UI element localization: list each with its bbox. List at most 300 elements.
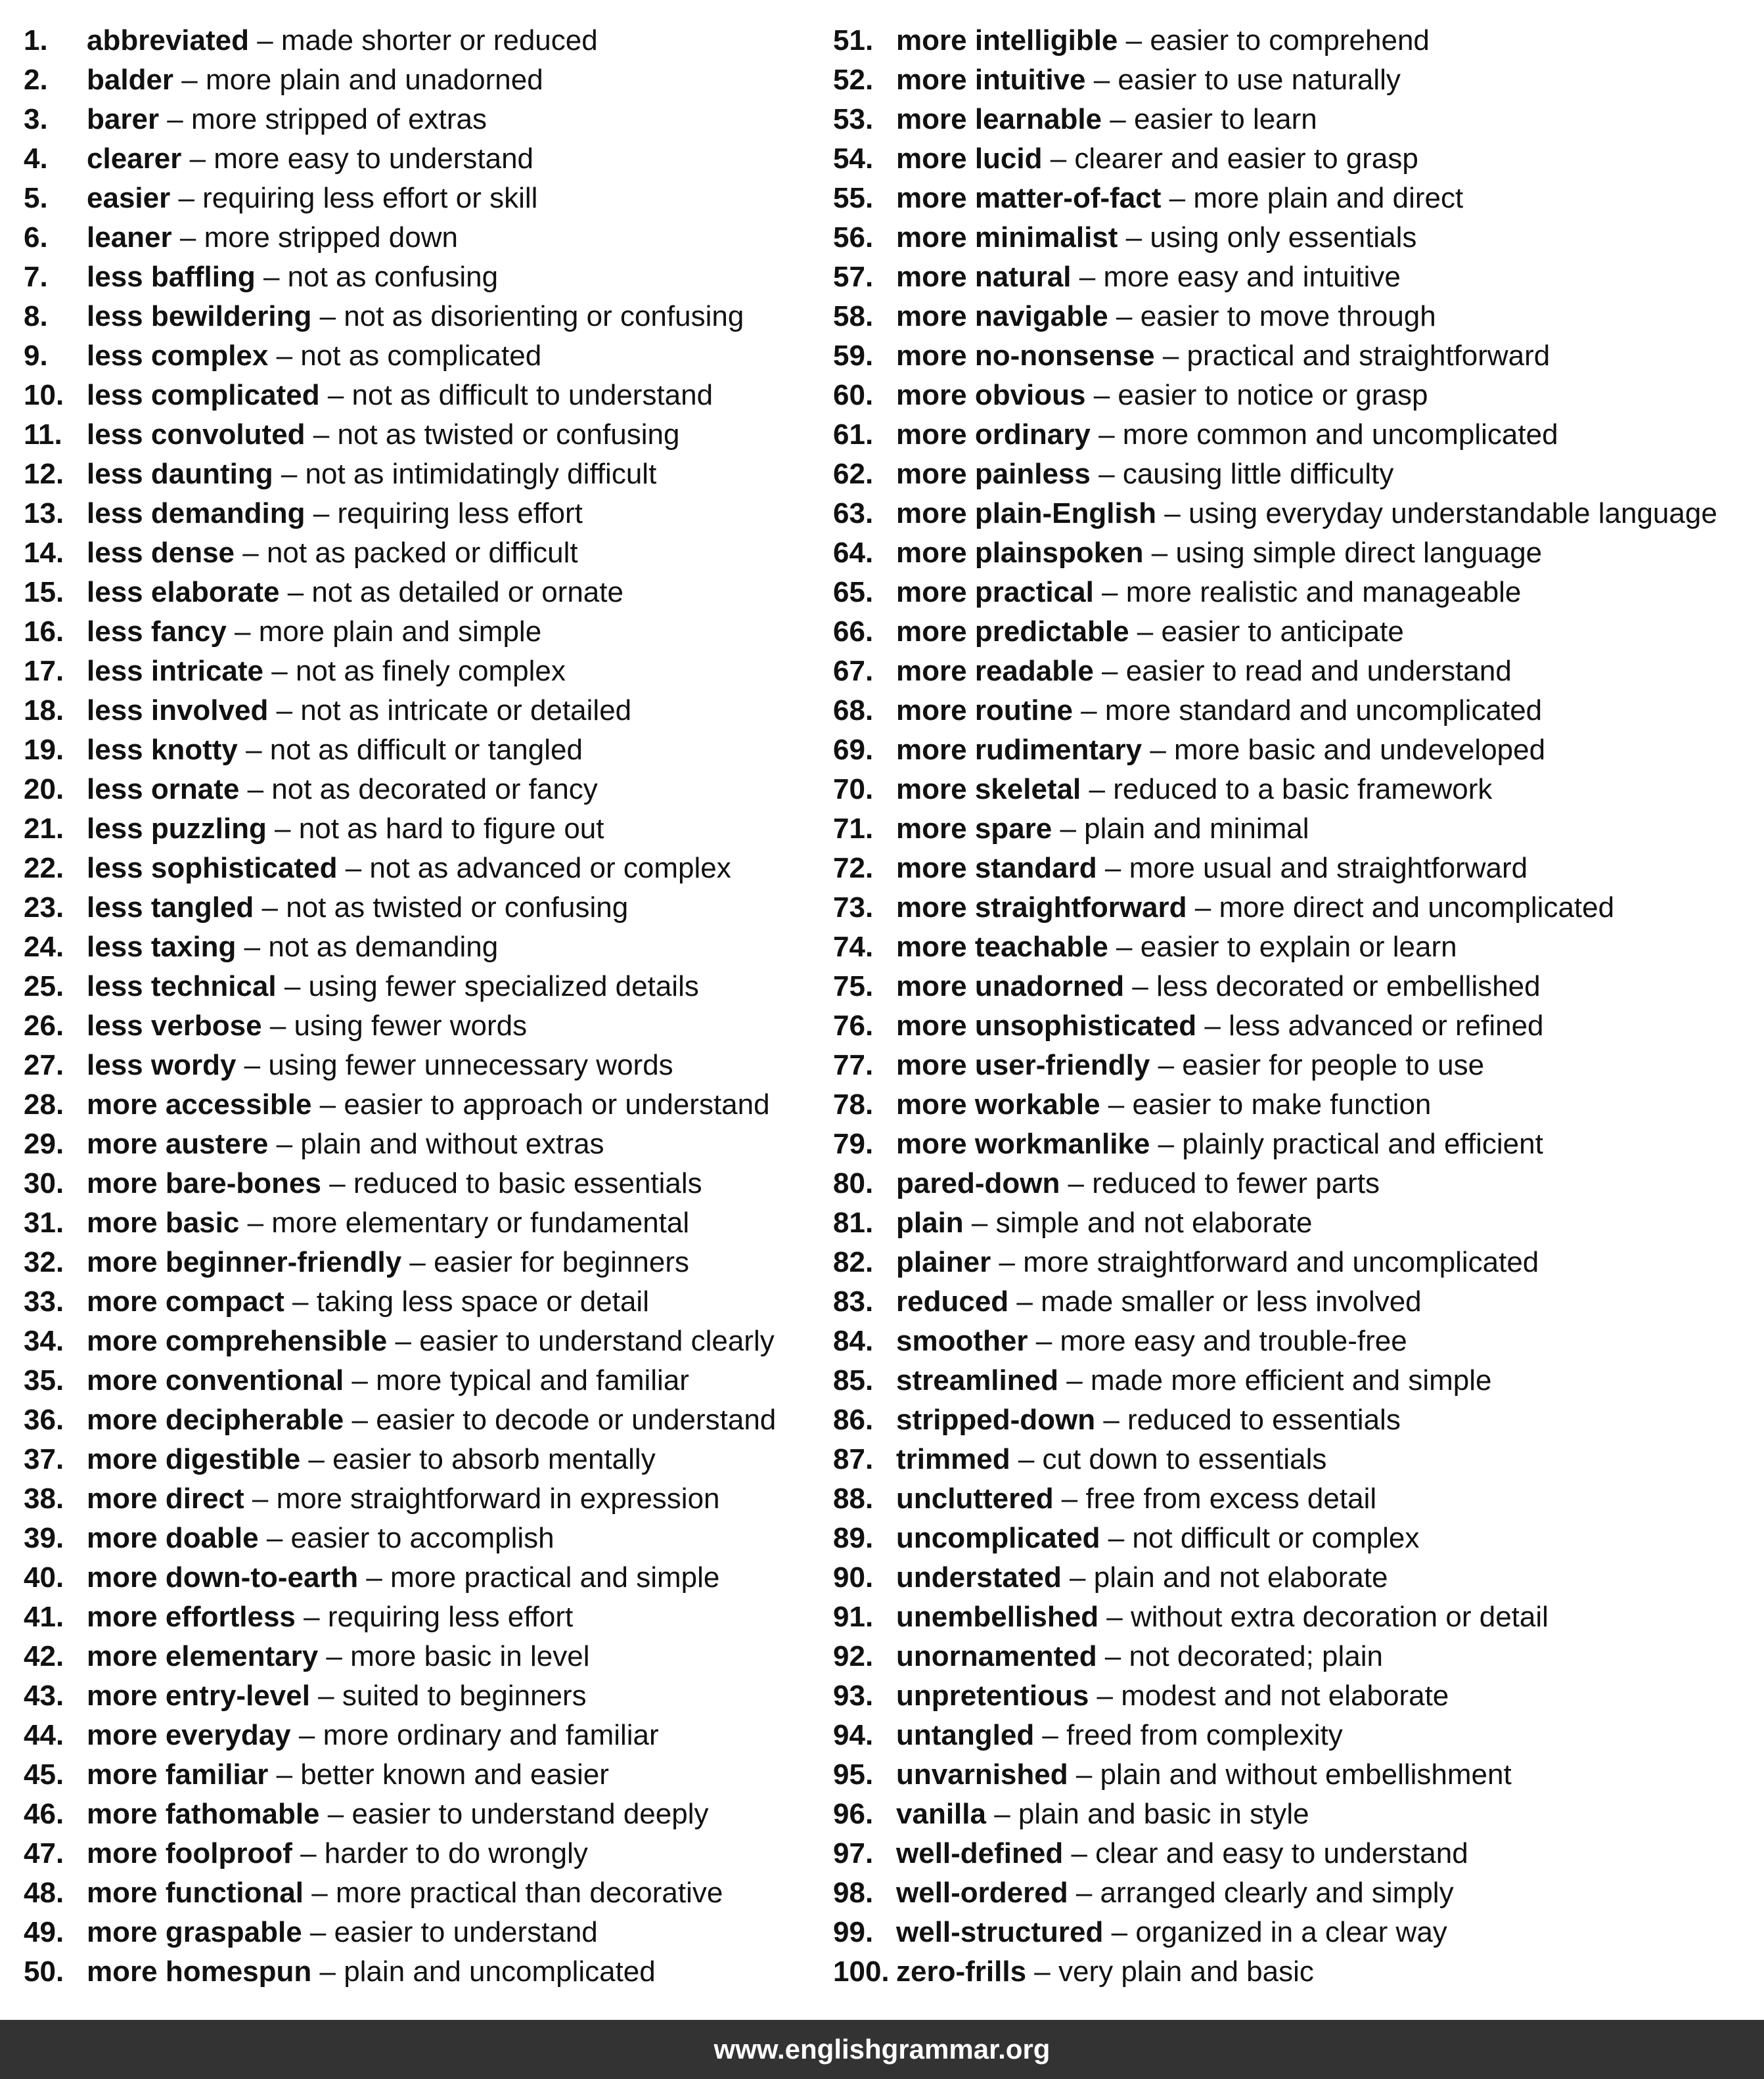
item-number: 10.	[24, 379, 64, 411]
item-text	[896, 1361, 1492, 1400]
item-definition: easier to read and understand	[1125, 655, 1512, 687]
item-text	[87, 1125, 604, 1164]
item-separator: –	[1102, 103, 1134, 135]
item-separator: –	[311, 1956, 344, 1988]
item-text	[87, 928, 498, 967]
item-number: 87.	[833, 1443, 874, 1475]
item-definition: freed from complexity	[1066, 1719, 1343, 1751]
item-text	[87, 652, 566, 691]
item-term: smoother	[896, 1325, 1028, 1357]
item-separator: –	[1156, 497, 1188, 529]
item-number: 65.	[833, 576, 874, 608]
item-number: 67.	[833, 655, 874, 687]
item-text	[87, 1203, 689, 1243]
list-item	[24, 297, 805, 336]
item-term: more plainspoken	[896, 537, 1144, 569]
item-separator: –	[344, 1364, 376, 1397]
item-definition: requiring less effort	[337, 497, 583, 529]
item-separator: –	[358, 1561, 391, 1594]
item-term: more conventional	[87, 1364, 344, 1397]
item-term: less elaborate	[87, 576, 280, 608]
list-item	[833, 257, 1761, 297]
list-item	[24, 1322, 805, 1361]
item-definition: causing little difficulty	[1122, 458, 1394, 490]
list-item	[833, 297, 1761, 336]
item-number: 38.	[24, 1483, 64, 1515]
item-term: more austere	[87, 1128, 269, 1160]
item-text	[896, 100, 1317, 139]
item-definition: cut down to essentials	[1042, 1443, 1327, 1475]
item-separator: –	[1129, 615, 1162, 648]
item-text	[896, 455, 1393, 494]
item-separator: –	[1098, 1601, 1131, 1633]
item-separator: –	[276, 970, 309, 1002]
item-term: less dense	[87, 537, 235, 569]
item-separator: –	[1103, 1916, 1136, 1948]
item-separator: –	[1010, 1443, 1043, 1475]
item-text	[87, 1834, 588, 1873]
list-item	[24, 1913, 805, 1952]
item-term: more compact	[87, 1285, 284, 1318]
item-term: more rudimentary	[896, 734, 1142, 766]
item-definition: requiring less effort	[327, 1601, 574, 1633]
item-text	[87, 730, 583, 770]
list-item	[833, 1085, 1761, 1125]
list-item	[24, 1006, 805, 1046]
item-term: more comprehensible	[87, 1325, 388, 1357]
item-text	[896, 1834, 1468, 1873]
item-separator: –	[1108, 931, 1141, 963]
item-number: 48.	[24, 1877, 64, 1909]
list-item	[24, 1873, 805, 1913]
list-item	[24, 179, 805, 218]
item-term: more obvious	[896, 379, 1086, 411]
item-separator: –	[1089, 1680, 1121, 1712]
item-definition: more plain and unadorned	[205, 64, 543, 96]
item-separator: –	[244, 1483, 277, 1515]
item-definition: easier to understand clearly	[419, 1325, 775, 1357]
item-definition: more common and uncomplicated	[1122, 418, 1558, 451]
item-separator: –	[305, 418, 338, 451]
item-separator: –	[268, 340, 301, 372]
item-text	[87, 1361, 689, 1400]
list-item	[833, 1243, 1761, 1282]
item-number: 5.	[24, 182, 48, 214]
item-number: 94.	[833, 1719, 874, 1751]
item-separator: –	[1068, 1877, 1100, 1909]
list-item	[833, 218, 1761, 257]
item-number: 34.	[24, 1325, 64, 1357]
item-term: more everyday	[87, 1719, 291, 1751]
list-item	[24, 967, 805, 1006]
item-definition: easier for beginners	[434, 1246, 689, 1278]
item-term: more routine	[896, 694, 1073, 727]
item-number: 80.	[833, 1167, 874, 1199]
item-term: more minimalist	[896, 221, 1118, 254]
list-item	[24, 1125, 805, 1164]
item-definition: less advanced or refined	[1229, 1010, 1544, 1042]
item-separator: –	[963, 1207, 996, 1239]
item-separator: –	[1124, 970, 1157, 1002]
item-number: 62.	[833, 458, 874, 490]
list-item	[833, 1203, 1761, 1243]
item-term: plainer	[896, 1246, 991, 1278]
item-separator: –	[304, 1877, 336, 1909]
item-separator: –	[1034, 1719, 1067, 1751]
item-text	[87, 1440, 656, 1479]
item-term: more navigable	[896, 300, 1108, 332]
list-item	[833, 1519, 1761, 1558]
item-text	[896, 1676, 1449, 1716]
item-definition: more straightforward and uncomplicated	[1023, 1246, 1539, 1278]
item-term: more elementary	[87, 1640, 319, 1672]
item-definition: easier to understand deeply	[351, 1798, 709, 1830]
item-number: 78.	[833, 1088, 874, 1121]
item-separator: –	[1118, 24, 1150, 56]
item-term: unembellished	[896, 1601, 1099, 1633]
list-item	[24, 1203, 805, 1243]
item-definition: easier to move through	[1140, 300, 1436, 332]
item-term: more intuitive	[896, 64, 1086, 96]
item-definition: made shorter or reduced	[281, 24, 598, 56]
list-item	[833, 1952, 1761, 1992]
list-item	[24, 691, 805, 730]
item-separator: –	[181, 143, 214, 175]
item-term: less involved	[87, 694, 269, 727]
item-number: 49.	[24, 1916, 64, 1948]
item-text	[896, 1755, 1512, 1795]
list-item	[833, 1873, 1761, 1913]
item-text	[896, 1952, 1314, 1992]
item-number: 30.	[24, 1167, 64, 1199]
list-item	[24, 849, 805, 888]
item-number: 32.	[24, 1246, 64, 1278]
item-definition: not as packed or difficult	[266, 537, 578, 569]
item-separator: –	[1008, 1285, 1041, 1318]
item-separator: –	[1100, 1088, 1133, 1121]
item-separator: –	[387, 1325, 420, 1357]
item-definition: not as intricate or detailed	[300, 694, 632, 727]
item-term: pared-down	[896, 1167, 1060, 1199]
item-text	[896, 1400, 1401, 1440]
item-number: 39.	[24, 1522, 64, 1554]
list-item	[24, 1440, 805, 1479]
item-definition: easier to explain or learn	[1140, 931, 1457, 963]
item-separator: –	[273, 458, 305, 490]
list-item	[833, 1361, 1761, 1400]
item-definition: more basic and undeveloped	[1174, 734, 1546, 766]
item-text	[896, 1440, 1326, 1479]
item-term: less daunting	[87, 458, 273, 490]
item-definition: using simple direct language	[1175, 537, 1543, 569]
item-term: less ornate	[87, 773, 240, 805]
list-item	[24, 1558, 805, 1598]
list-item	[833, 1400, 1761, 1440]
item-separator: –	[173, 64, 206, 96]
item-separator: –	[1187, 891, 1219, 924]
item-term: more learnable	[896, 103, 1102, 135]
item-text	[87, 1046, 673, 1085]
item-term: less wordy	[87, 1049, 237, 1081]
item-term: more user-friendly	[896, 1049, 1150, 1081]
list-item	[24, 376, 805, 415]
item-number: 73.	[833, 891, 874, 924]
item-text	[87, 336, 541, 376]
item-separator: –	[1143, 537, 1176, 569]
item-number: 90.	[833, 1561, 874, 1594]
item-number: 95.	[833, 1758, 874, 1791]
item-definition: plain and without embellishment	[1100, 1758, 1512, 1791]
list-item	[24, 336, 805, 376]
list-item	[833, 1558, 1761, 1598]
item-definition: easier to absorb mentally	[332, 1443, 656, 1475]
item-definition: not as twisted or confusing	[286, 891, 629, 924]
item-text	[87, 1519, 554, 1558]
item-number: 70.	[833, 773, 874, 805]
left-column	[24, 21, 805, 1992]
item-number: 60.	[833, 379, 874, 411]
item-separator: –	[991, 1246, 1024, 1278]
item-definition: clearer and easier to grasp	[1074, 143, 1418, 175]
item-term: trimmed	[896, 1443, 1010, 1475]
item-definition: clear and easy to understand	[1095, 1837, 1468, 1869]
item-definition: more easy and intuitive	[1103, 261, 1401, 293]
item-separator: –	[1196, 1010, 1229, 1042]
item-term: more workmanlike	[896, 1128, 1150, 1160]
item-number: 75.	[833, 970, 874, 1002]
list-item	[24, 1243, 805, 1282]
item-separator: –	[1081, 773, 1114, 805]
item-number: 51.	[833, 24, 874, 56]
item-definition: easier to accomplish	[290, 1522, 554, 1554]
item-definition: not as complicated	[300, 340, 542, 372]
item-term: well-ordered	[896, 1877, 1068, 1909]
item-text	[896, 1795, 1309, 1834]
item-definition: plain and uncomplicated	[344, 1956, 656, 1988]
item-definition: better known and easier	[300, 1758, 609, 1791]
item-definition: practical and straightforward	[1187, 340, 1550, 372]
item-definition: more plain and direct	[1193, 182, 1464, 214]
item-term: more familiar	[87, 1758, 269, 1791]
item-text	[896, 1558, 1388, 1598]
item-number: 66.	[833, 615, 874, 648]
item-definition: very plain and basic	[1058, 1956, 1314, 1988]
item-definition: easier to approach or understand	[344, 1088, 770, 1121]
item-text	[87, 1243, 689, 1282]
item-text	[87, 1716, 659, 1755]
list-item	[833, 612, 1761, 652]
item-separator: –	[1072, 694, 1105, 727]
item-separator: –	[1093, 655, 1126, 687]
item-definition: not as difficult to understand	[351, 379, 713, 411]
item-text	[87, 1006, 527, 1046]
item-number: 22.	[24, 852, 64, 884]
list-item	[24, 1716, 805, 1755]
item-definition: plain and minimal	[1084, 813, 1309, 845]
item-definition: taking less space or detail	[316, 1285, 649, 1318]
list-item	[833, 967, 1761, 1006]
item-text	[896, 336, 1550, 376]
item-term: more teachable	[896, 931, 1108, 963]
item-separator: –	[1090, 458, 1123, 490]
item-text	[87, 691, 631, 730]
item-term: less complicated	[87, 379, 320, 411]
item-number: 11.	[24, 418, 62, 451]
item-text	[87, 218, 458, 257]
item-term: more natural	[896, 261, 1072, 293]
item-text	[896, 888, 1614, 928]
item-number: 28.	[24, 1088, 64, 1121]
item-text	[87, 967, 699, 1006]
list-item	[833, 888, 1761, 928]
item-number: 9.	[24, 340, 48, 372]
item-term: reduced	[896, 1285, 1009, 1318]
item-number: 46.	[24, 1798, 64, 1830]
item-term: less knotty	[87, 734, 238, 766]
item-number: 82.	[833, 1246, 874, 1278]
item-separator: –	[1097, 1640, 1129, 1672]
item-text	[87, 376, 713, 415]
item-definition: more usual and straightforward	[1129, 852, 1528, 884]
item-definition: not as disorienting or confusing	[344, 300, 744, 332]
item-text	[87, 494, 583, 533]
item-term: less demanding	[87, 497, 305, 529]
item-text	[87, 1795, 708, 1834]
item-separator: –	[279, 576, 312, 608]
list-item	[833, 60, 1761, 100]
item-separator: –	[1085, 379, 1118, 411]
item-definition: organized in a clear way	[1135, 1916, 1447, 1948]
item-definition: more typical and familiar	[376, 1364, 689, 1397]
item-number: 86.	[833, 1404, 874, 1436]
item-term: more unadorned	[896, 970, 1125, 1002]
item-text	[896, 179, 1463, 218]
item-separator: –	[248, 24, 281, 56]
item-definition: more basic in level	[350, 1640, 590, 1672]
item-definition: using fewer words	[294, 1010, 528, 1042]
item-number: 57.	[833, 261, 874, 293]
item-number: 43.	[24, 1680, 64, 1712]
item-number: 97.	[833, 1837, 874, 1869]
item-text	[87, 60, 543, 100]
item-definition: more practical than decorative	[335, 1877, 723, 1909]
item-separator: –	[1095, 1404, 1128, 1436]
list-item	[833, 179, 1761, 218]
item-term: easier	[87, 182, 171, 214]
item-text	[87, 1676, 587, 1716]
item-separator: –	[1150, 1128, 1183, 1160]
item-text	[896, 60, 1401, 100]
item-term: more no-nonsense	[896, 340, 1155, 372]
item-number: 20.	[24, 773, 64, 805]
item-definition: more direct and uncomplicated	[1219, 891, 1615, 924]
item-number: 8.	[24, 300, 48, 332]
item-text	[896, 730, 1545, 770]
item-definition: not as hard to figure out	[298, 813, 604, 845]
item-text	[87, 1637, 589, 1676]
item-number: 99.	[833, 1916, 874, 1948]
item-separator: –	[235, 537, 267, 569]
item-number: 100.	[833, 1956, 890, 1988]
item-number: 71.	[833, 813, 874, 845]
list-item	[833, 376, 1761, 415]
item-number: 44.	[24, 1719, 64, 1751]
item-term: unpretentious	[896, 1680, 1089, 1712]
item-definition: not as detailed or ornate	[311, 576, 623, 608]
item-term: more matter-of-fact	[896, 182, 1162, 214]
item-text	[87, 179, 537, 218]
list-item	[24, 573, 805, 612]
item-separator: –	[255, 261, 288, 293]
item-number: 53.	[833, 103, 874, 135]
item-term: more fathomable	[87, 1798, 320, 1830]
item-number: 69.	[833, 734, 874, 766]
item-term: well-defined	[896, 1837, 1064, 1869]
item-definition: more ordinary and familiar	[323, 1719, 659, 1751]
item-text	[87, 257, 498, 297]
item-term: less baffling	[87, 261, 256, 293]
item-definition: more realistic and manageable	[1125, 576, 1522, 608]
footer-url[interactable]: www.englishgrammar.org	[713, 2034, 1051, 2065]
item-number: 29.	[24, 1128, 64, 1160]
item-term: more spare	[896, 813, 1052, 845]
item-term: less bewildering	[87, 300, 312, 332]
item-number: 45.	[24, 1758, 64, 1791]
list-item	[833, 1440, 1761, 1479]
item-text	[896, 849, 1527, 888]
list-item	[24, 218, 805, 257]
list-item	[833, 1755, 1761, 1795]
item-separator: –	[401, 1246, 434, 1278]
item-text	[87, 297, 744, 336]
list-item	[24, 1952, 805, 1992]
item-number: 40.	[24, 1561, 64, 1594]
item-term: abbreviated	[87, 24, 249, 56]
item-number: 88.	[833, 1483, 874, 1515]
item-term: less intricate	[87, 655, 264, 687]
item-term: clearer	[87, 143, 182, 175]
item-number: 92.	[833, 1640, 874, 1672]
list-item	[24, 1164, 805, 1203]
item-separator: –	[1061, 1561, 1094, 1594]
item-number: 79.	[833, 1128, 874, 1160]
item-text	[87, 573, 623, 612]
item-term: untangled	[896, 1719, 1035, 1751]
item-term: unvarnished	[896, 1758, 1068, 1791]
item-number: 84.	[833, 1325, 874, 1357]
item-number: 63.	[833, 497, 874, 529]
item-number: 85.	[833, 1364, 874, 1397]
item-term: less tangled	[87, 891, 254, 924]
item-term: more bare-bones	[87, 1167, 321, 1199]
item-definition: made smaller or less involved	[1041, 1285, 1422, 1318]
item-number: 4.	[24, 143, 48, 175]
item-number: 14.	[24, 537, 64, 569]
item-definition: easier to notice or grasp	[1118, 379, 1428, 411]
item-number: 16.	[24, 615, 64, 648]
item-separator: –	[300, 1443, 333, 1475]
item-term: more straightforward	[896, 891, 1187, 924]
item-separator: –	[1150, 1049, 1183, 1081]
item-separator: –	[1053, 1483, 1086, 1515]
item-separator: –	[258, 1522, 291, 1554]
list-item	[24, 770, 805, 809]
item-separator: –	[1068, 1758, 1100, 1791]
item-term: more beginner-friendly	[87, 1246, 402, 1278]
item-term: more workable	[896, 1088, 1100, 1121]
item-separator: –	[337, 852, 370, 884]
item-definition: more stripped of extras	[191, 103, 487, 135]
